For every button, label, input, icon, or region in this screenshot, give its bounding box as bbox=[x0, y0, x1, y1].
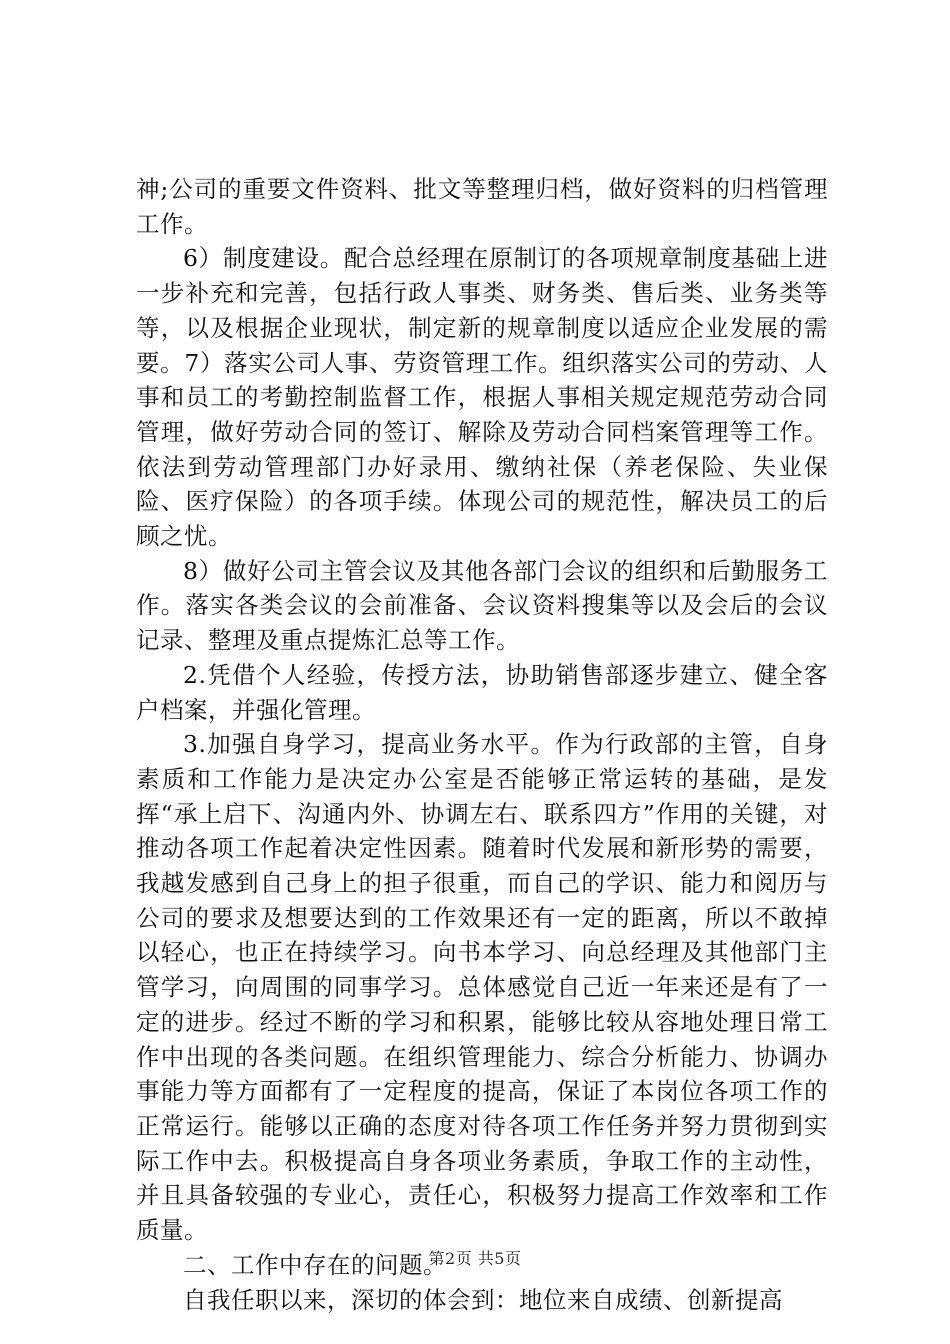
paragraph-6: 自我任职以来，深切的体会到：地位来自成绩、创新提高 bbox=[183, 1285, 783, 1314]
paragraph-1: 神;公司的重要文件资料、批文等整理归档，做好资料的归档管理工作。 bbox=[136, 175, 828, 238]
paragraph-2: 6）制度建设。配合总经理在原制订的各项规章制度基础上进一步补充和完善，包括行政人事类、财务类、售后类、业务类等等，以及根据企业现状，制定新的规章制度以适应企业发展的需要。7）落实公司人事、劳资管理工作。组织落实公司的劳动、人事和员工的考勤控制监督工作，根据人事相关规定规范劳动合同管理，做好劳动合同的签订、解除及劳动合同档案管理等工作。依法到劳动管理部门办好录用、缴纳社保（养老保险、失业保险、医疗保险）的各项手续。体现公司的规范性，解决员工的后顾之忧。 bbox=[136, 244, 828, 551]
paragraph-5: 3.加强自身学习，提高业务水平。作为行政部的主管，自身素质和工作能力是决定办公室是否能够正常运转的基础，是发挥“承上启下、沟通内外、协调左右、联系四方”作用的关键，对推动各项工作起着决定性因素。随着时代发展和新形势的需要，我越发感到自己身上的担子很重，而自己的学识、能力和阅历与公司的要求及想要达到的工作效果还有一定的距离，所以不敢掉以轻心，也正在持续学习。向书本学习、向总经理及其他部门主管学习，向周围的同事学习。总体感觉自己近一年来还是有了一定的进步。经过不断的学习和积累，能够比较从容地处理日常工作中出现的各类问题。在组织管理能力、综合分析能力、协调办事能力等方面都有了一定程度的提高，保证了本岗位各项工作的正常运行。能够以正确的态度对待各项工作任务并努力贯彻到实际工作中去。积极提高自身各项业务素质，争取工作的主动性，并且具备较强的专业心，责任心，积极努力提高工作效率和工作质量。 bbox=[136, 730, 828, 1245]
paragraph-3: 8）做好公司主管会议及其他各部门会议的组织和后勤服务工作。落实各类会议的会前准备、会议资料搜集等以及会后的会议记录、整理及重点提炼汇总等工作。 bbox=[136, 556, 828, 655]
page-footer: 第2页 共5页 bbox=[428, 1249, 522, 1268]
document-body bbox=[136, 172, 828, 1317]
paragraph-4: 2.凭借个人经验，传授方法，协助销售部逐步建立、健全客户档案，并强化管理。 bbox=[136, 660, 828, 724]
section-heading: 二、工作中存在的问题。 bbox=[183, 1250, 447, 1279]
